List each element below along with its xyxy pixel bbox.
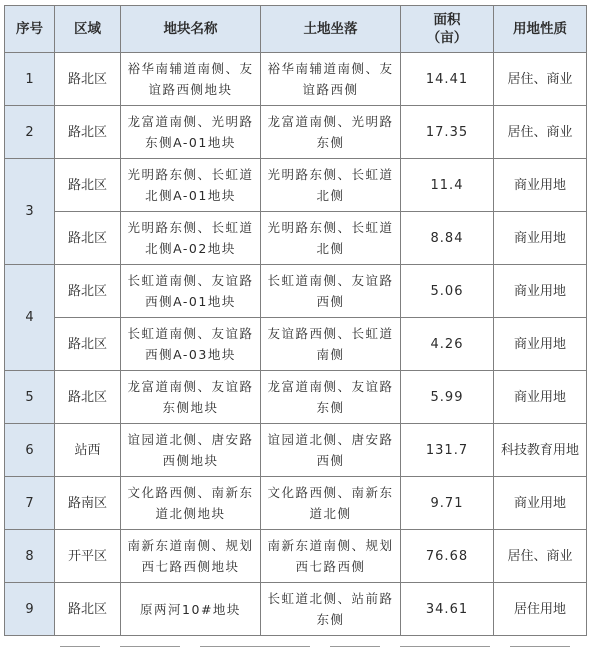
cell-area: 76.68 — [401, 530, 494, 583]
table-row — [5, 265, 587, 318]
cell-parcel-name: 原两河10#地块 — [121, 583, 261, 636]
cell-location: 长虹道南侧、友谊路西侧 — [261, 265, 401, 318]
cell-index: 8 — [5, 530, 55, 583]
cell-parcel-name: 文化路西侧、南新东道北侧地块 — [121, 477, 261, 530]
cell-index: 4 — [5, 265, 55, 371]
cell-district: 路北区 — [55, 318, 121, 371]
table-header-row — [5, 6, 587, 53]
cell-land-use: 居住用地 — [494, 583, 587, 636]
table-row — [5, 530, 587, 583]
cell-location: 光明路东侧、长虹道北侧 — [261, 212, 401, 265]
next-text-line-fragment — [0, 643, 592, 650]
cell-location: 南新东道南侧、规划西七路西侧 — [261, 530, 401, 583]
cell-area: 8.84 — [401, 212, 494, 265]
cell-district: 路北区 — [55, 371, 121, 424]
cell-district: 路北区 — [55, 212, 121, 265]
cell-index: 1 — [5, 53, 55, 106]
cell-location: 龙富道南侧、光明路东侧 — [261, 106, 401, 159]
table-row — [5, 583, 587, 636]
table-row — [5, 318, 587, 371]
cell-parcel-name: 南新东道南侧、规划西七路西侧地块 — [121, 530, 261, 583]
cell-parcel-name: 长虹道南侧、友谊路西侧A-01地块 — [121, 265, 261, 318]
table-row — [5, 424, 587, 477]
cell-parcel-name: 谊园道北侧、唐安路西侧地块 — [121, 424, 261, 477]
cell-index: 3 — [5, 159, 55, 265]
cell-district: 路北区 — [55, 265, 121, 318]
cell-index: 2 — [5, 106, 55, 159]
cell-location: 龙富道南侧、友谊路东侧 — [261, 371, 401, 424]
header-area: 面积 （亩） — [401, 6, 494, 53]
cell-area: 4.26 — [401, 318, 494, 371]
cell-location: 友谊路西侧、长虹道南侧 — [261, 318, 401, 371]
header-district: 区域 — [55, 6, 121, 53]
table-row — [5, 371, 587, 424]
cell-index: 9 — [5, 583, 55, 636]
header-parcel-name: 地块名称 — [121, 6, 261, 53]
cell-parcel-name: 龙富道南侧、光明路东侧A-01地块 — [121, 106, 261, 159]
cell-index: 7 — [5, 477, 55, 530]
cell-parcel-name: 长虹道南侧、友谊路西侧A-03地块 — [121, 318, 261, 371]
cell-land-use: 科技教育用地 — [494, 424, 587, 477]
cell-area: 9.71 — [401, 477, 494, 530]
table-row — [5, 212, 587, 265]
cell-land-use: 商业用地 — [494, 212, 587, 265]
cell-district: 路北区 — [55, 583, 121, 636]
cell-area: 5.99 — [401, 371, 494, 424]
cell-parcel-name: 光明路东侧、长虹道北侧A-01地块 — [121, 159, 261, 212]
land-parcel-table-container — [4, 5, 586, 636]
cell-parcel-name: 龙富道南侧、友谊路东侧地块 — [121, 371, 261, 424]
cell-index: 5 — [5, 371, 55, 424]
cell-district: 路南区 — [55, 477, 121, 530]
cell-index: 6 — [5, 424, 55, 477]
cell-land-use: 居住、商业 — [494, 530, 587, 583]
cell-land-use: 商业用地 — [494, 159, 587, 212]
cell-location: 光明路东侧、长虹道北侧 — [261, 159, 401, 212]
cell-land-use: 居住、商业 — [494, 106, 587, 159]
table-row — [5, 106, 587, 159]
cell-district: 开平区 — [55, 530, 121, 583]
cell-area: 5.06 — [401, 265, 494, 318]
header-land-use: 用地性质 — [494, 6, 587, 53]
cell-location: 谊园道北侧、唐安路西侧 — [261, 424, 401, 477]
cell-location: 裕华南辅道南侧、友谊路西侧 — [261, 53, 401, 106]
cell-area: 131.7 — [401, 424, 494, 477]
cell-area: 34.61 — [401, 583, 494, 636]
table-row — [5, 477, 587, 530]
cell-district: 路北区 — [55, 106, 121, 159]
cell-land-use: 居住、商业 — [494, 53, 587, 106]
header-index: 序号 — [5, 6, 55, 53]
cell-land-use: 商业用地 — [494, 371, 587, 424]
cell-district: 路北区 — [55, 53, 121, 106]
cell-land-use: 商业用地 — [494, 477, 587, 530]
cell-area: 11.4 — [401, 159, 494, 212]
cell-parcel-name: 光明路东侧、长虹道北侧A-02地块 — [121, 212, 261, 265]
land-parcel-table — [4, 5, 587, 636]
header-location: 土地坐落 — [261, 6, 401, 53]
cell-district: 路北区 — [55, 159, 121, 212]
cell-parcel-name: 裕华南辅道南侧、友谊路西侧地块 — [121, 53, 261, 106]
cell-land-use: 商业用地 — [494, 318, 587, 371]
table-body — [5, 53, 587, 636]
cell-land-use: 商业用地 — [494, 265, 587, 318]
cell-district: 站西 — [55, 424, 121, 477]
cell-area: 14.41 — [401, 53, 494, 106]
cell-location: 文化路西侧、南新东道北侧 — [261, 477, 401, 530]
cell-area: 17.35 — [401, 106, 494, 159]
cell-location: 长虹道北侧、站前路东侧 — [261, 583, 401, 636]
table-row — [5, 159, 587, 212]
table-row — [5, 53, 587, 106]
